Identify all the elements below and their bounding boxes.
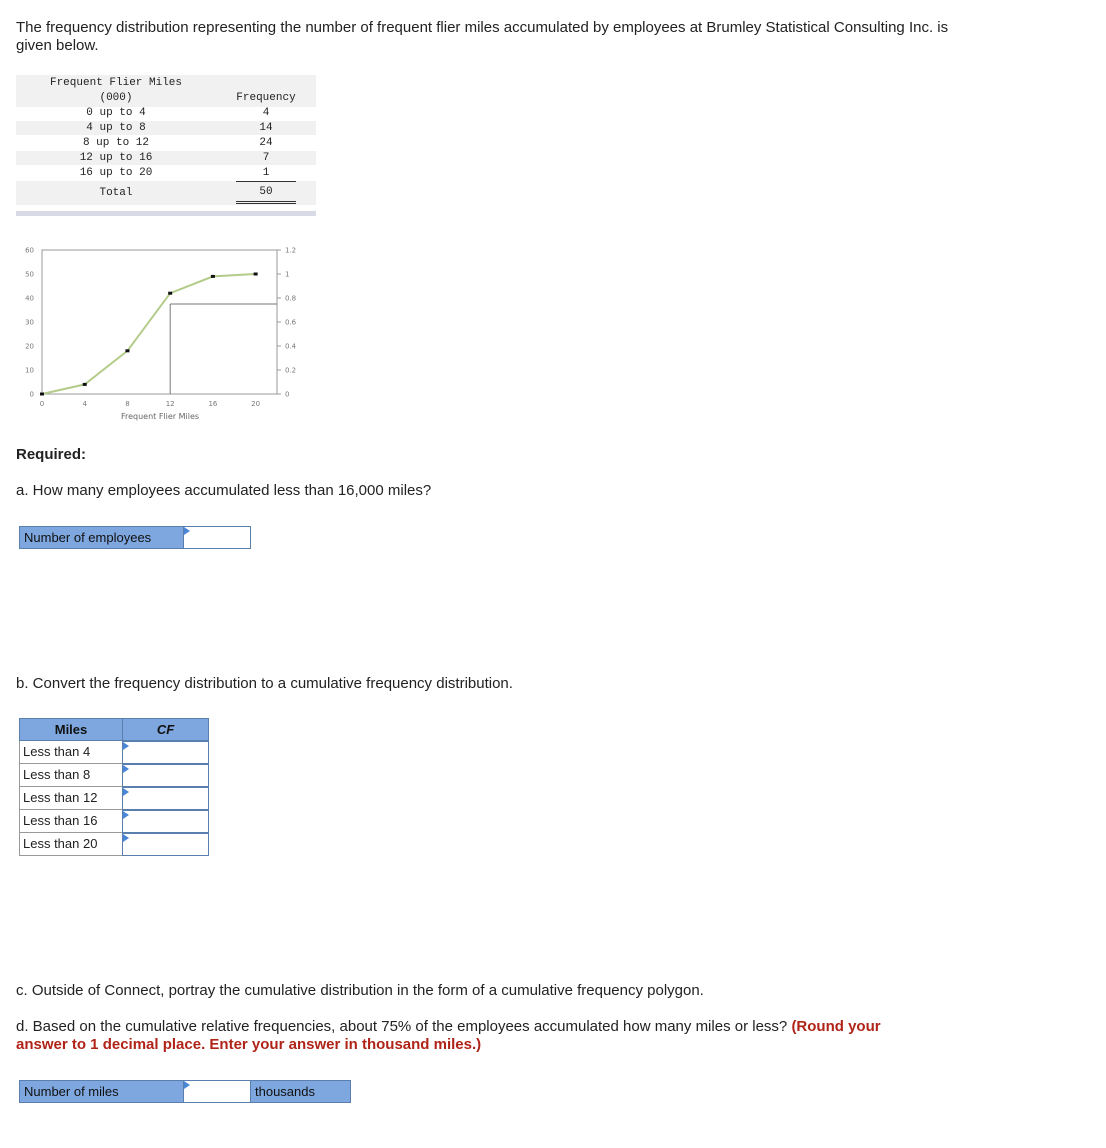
input-marker-icon (123, 834, 129, 842)
freq-cell: 7 (262, 152, 270, 164)
input-marker-icon (123, 765, 129, 773)
question-c: c. Outside of Connect, portray the cumulative distribution in the form of a cumulative frequency polygon. (16, 982, 704, 999)
cf-input-less-than-20[interactable] (122, 833, 209, 856)
x-tick-label: 4 (82, 400, 87, 408)
cf-input-less-than-12[interactable] (122, 787, 209, 810)
y-right-tick-label: 1.2 (285, 246, 297, 255)
thousands-suffix: thousands (250, 1080, 351, 1103)
data-point (125, 349, 129, 352)
data-point (83, 383, 87, 386)
data-point (168, 292, 172, 295)
freq-cell: 1 (262, 167, 270, 179)
cumulative-frequency-chart (0, 235, 320, 430)
total-value: 50 (259, 186, 273, 198)
question-d-instruction: (Round your answer to 1 decimal place. Enter your answer in thousand miles.) (16, 1018, 881, 1053)
y-left-tick-label: 0 (29, 390, 34, 399)
question-a: a. How many employees accumulated less than 16,000 miles? (16, 482, 432, 499)
data-point (40, 393, 44, 396)
cf-row-label: Less than 16 (19, 810, 123, 833)
x-tick-label: 20 (251, 400, 261, 408)
cf-row-label: Less than 4 (19, 741, 123, 764)
x-axis-label: Frequent Flier Miles (120, 412, 200, 421)
total-label: Total (99, 187, 133, 199)
miles-cell: 16 up to 20 (79, 167, 153, 179)
y-left-tick-label: 40 (25, 294, 34, 303)
y-left-tick-label: 10 (25, 366, 34, 375)
miles-cell: 12 up to 16 (79, 152, 153, 164)
input-marker-icon (123, 742, 129, 750)
cf-input-less-than-16[interactable] (122, 810, 209, 833)
input-marker-icon (184, 1081, 190, 1089)
plot-frame (42, 250, 277, 394)
intro-text: The frequency distribution representing the number of frequent flier miles accumulated by employees at Brumley Statistical Consulting Inc. is given below. (16, 19, 949, 54)
cf-row-label: Less than 12 (19, 787, 123, 810)
sum-rule (236, 181, 296, 182)
miles-cell: 0 up to 4 (86, 107, 146, 119)
question-d-text: d. Based on the cumulative relative frequencies, about 75% of the employees accumulated how many miles or less? (16, 1018, 788, 1035)
data-point (211, 275, 215, 278)
input-marker-icon (123, 811, 129, 819)
y-right-tick-label: 1 (285, 270, 290, 279)
employees-label: Number of employees (19, 526, 184, 549)
y-right-tick-label: 0.6 (285, 318, 297, 327)
cf-row-label: Less than 20 (19, 833, 123, 856)
miles-label: Number of miles (19, 1080, 184, 1103)
y-right-tick-label: 0.2 (285, 366, 297, 375)
y-right-tick-label: 0.4 (285, 342, 297, 351)
miles-column-header: Miles (19, 718, 123, 741)
total-rule-2 (236, 203, 296, 204)
x-tick-label: 0 (39, 400, 45, 408)
table-bottom-bar (16, 211, 316, 216)
data-point (254, 273, 258, 276)
miles-cell: 4 up to 8 (86, 122, 146, 134)
freq-cell: 4 (262, 107, 270, 119)
y-right-tick-label: 0 (285, 390, 290, 399)
question-b: b. Convert the frequency distribution to a cumulative frequency distribution. (16, 675, 513, 692)
miles-header-line2: (000) (99, 92, 133, 104)
miles-cell: 8 up to 12 (82, 137, 149, 149)
x-tick-label: 12 (165, 400, 175, 408)
cf-row-label: Less than 8 (19, 764, 123, 787)
cf-input-less-than-8[interactable] (122, 764, 209, 787)
x-tick-label: 16 (208, 400, 218, 408)
y-left-tick-label: 30 (25, 318, 34, 327)
miles-input[interactable] (183, 1080, 251, 1103)
y-left-tick-label: 60 (25, 246, 34, 255)
required-heading: Required: (16, 446, 87, 463)
freq-cell: 14 (259, 122, 273, 134)
frequency-header: Frequency (236, 92, 296, 104)
total-rule-1 (236, 201, 296, 202)
input-marker-icon (123, 788, 129, 796)
employees-input[interactable] (183, 526, 251, 549)
miles-header-line1: Frequent Flier Miles (49, 77, 183, 89)
y-left-tick-label: 50 (25, 270, 34, 279)
y-right-tick-label: 0.8 (285, 294, 297, 303)
cf-input-less-than-4[interactable] (122, 741, 209, 764)
frequency-table (16, 75, 316, 217)
question-d (16, 1018, 936, 1054)
input-marker-icon (184, 527, 190, 535)
y-left-tick-label: 20 (25, 342, 34, 351)
x-tick-label: 8 (125, 400, 130, 408)
freq-cell: 24 (259, 137, 273, 149)
cf-column-header: CF (122, 718, 209, 741)
